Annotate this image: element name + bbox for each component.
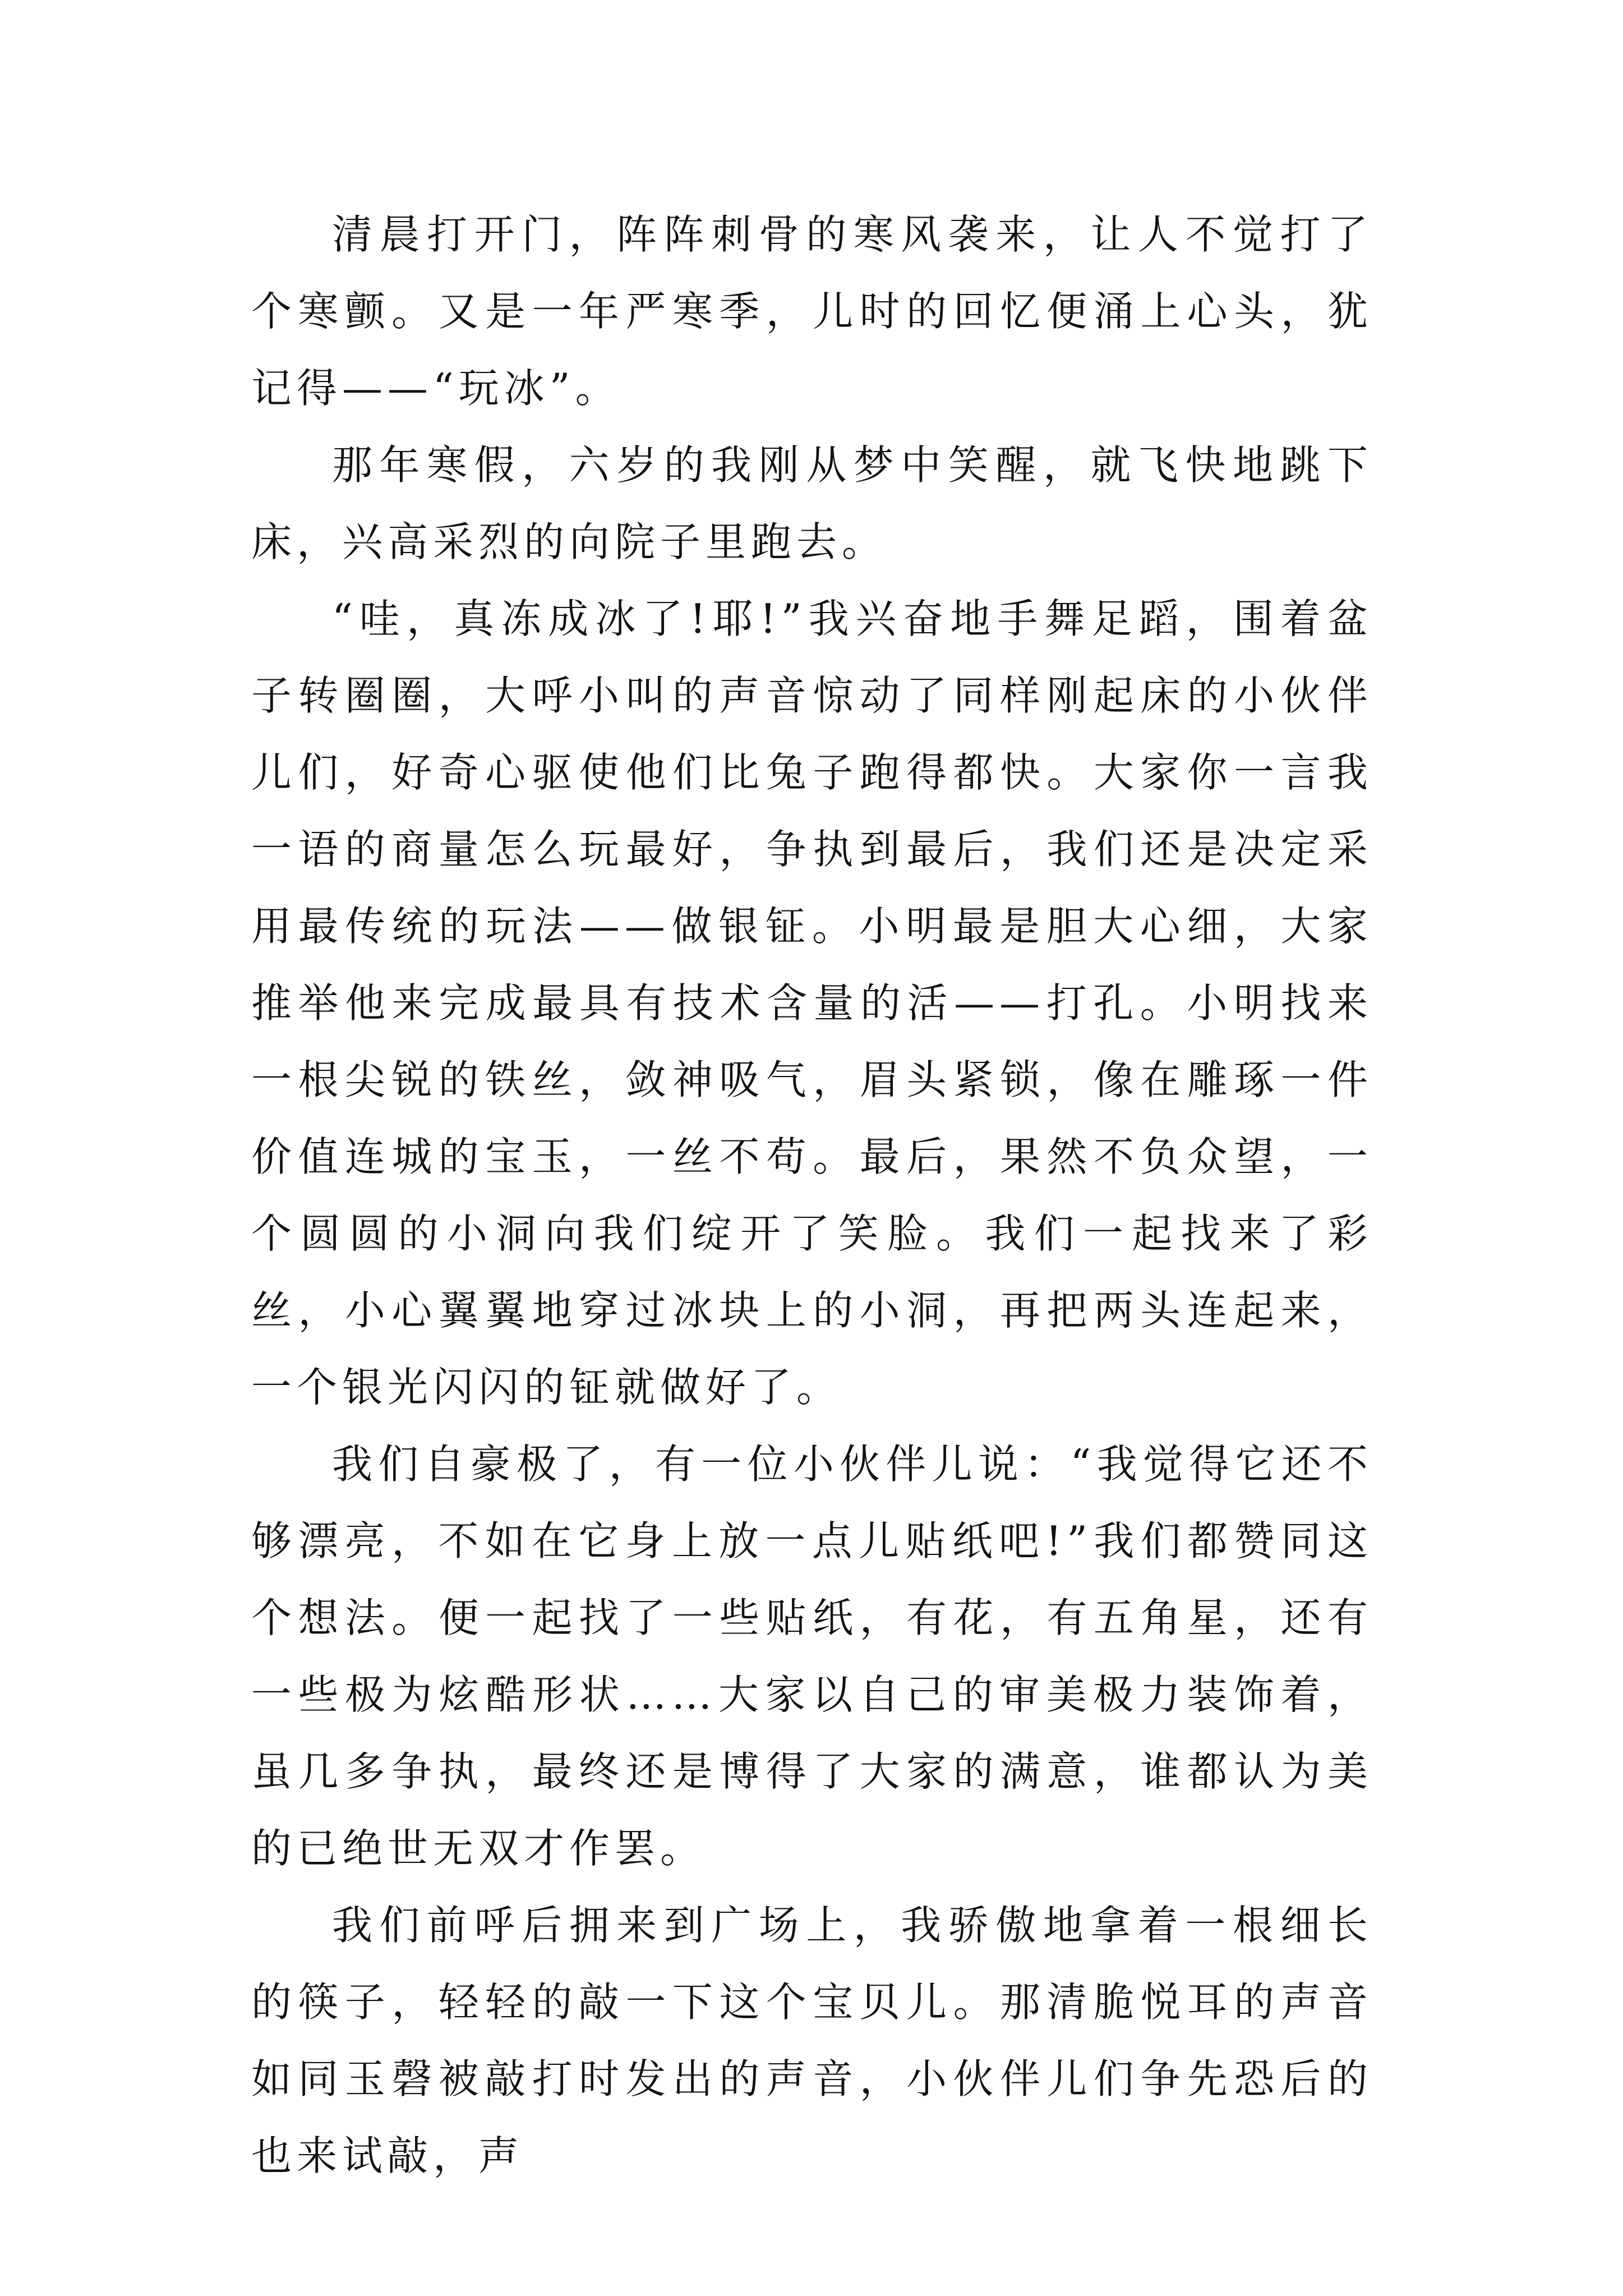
paragraph: 我们自豪极了，有一位小伙伴儿说：“我觉得它还不够漂亮，不如在它身上放一点儿贴纸吧!”我们都赞同这个想法。便一起找了一些贴纸，有花，有五角星，还有一些极为炫酷形状……大家以自己的审美极力装饰着，虽几多争执，最终还是博得了大家的满意，谁都认为美的已绝世无双才作罢。 xyxy=(251,1441,1373,1872)
paragraph: 我们前呼后拥来到广场上，我骄傲地拿着一根细长的筷子，轻轻的敲一下这个宝贝儿。那清脆悦耳的声音如同玉磬被敲打时发出的声音，小伙伴儿们争先恐后的也来试敲，声 xyxy=(251,1902,1373,2179)
paragraph: 清晨打开门，阵阵刺骨的寒风袭来，让人不觉打了个寒颤。又是一年严寒季，儿时的回忆便涌上心头，犹记得——“玩冰”。 xyxy=(251,211,1373,412)
paragraph: 那年寒假，六岁的我刚从梦中笑醒，就飞快地跳下床，兴高采烈的向院子里跑去。 xyxy=(251,441,1373,565)
paragraph: “哇，真冻成冰了!耶!”我兴奋地手舞足蹈，围着盆子转圈圈，大呼小叫的声音惊动了同样刚起床的小伙伴儿们，好奇心驱使他们比兔子跑得都快。大家你一言我一语的商量怎么玩最好，争执到最后，我们还是决定采用最传统的玩法——做银钲。小明最是胆大心细，大家推举他来完成最具有技术含量的活——打孔。小明找来一根尖锐的铁丝，敛神吸气，眉头紧锁，像在雕琢一件价值连城的宝玉，一丝不苟。最后，果然不负众望，一个圆圆的小洞向我们绽开了笑脸。我们一起找来了彩丝，小心翼翼地穿过冰块上的小洞，再把两头连起来，一个银光闪闪的钲就做好了。 xyxy=(251,595,1373,1411)
essay-body xyxy=(251,196,1373,2194)
